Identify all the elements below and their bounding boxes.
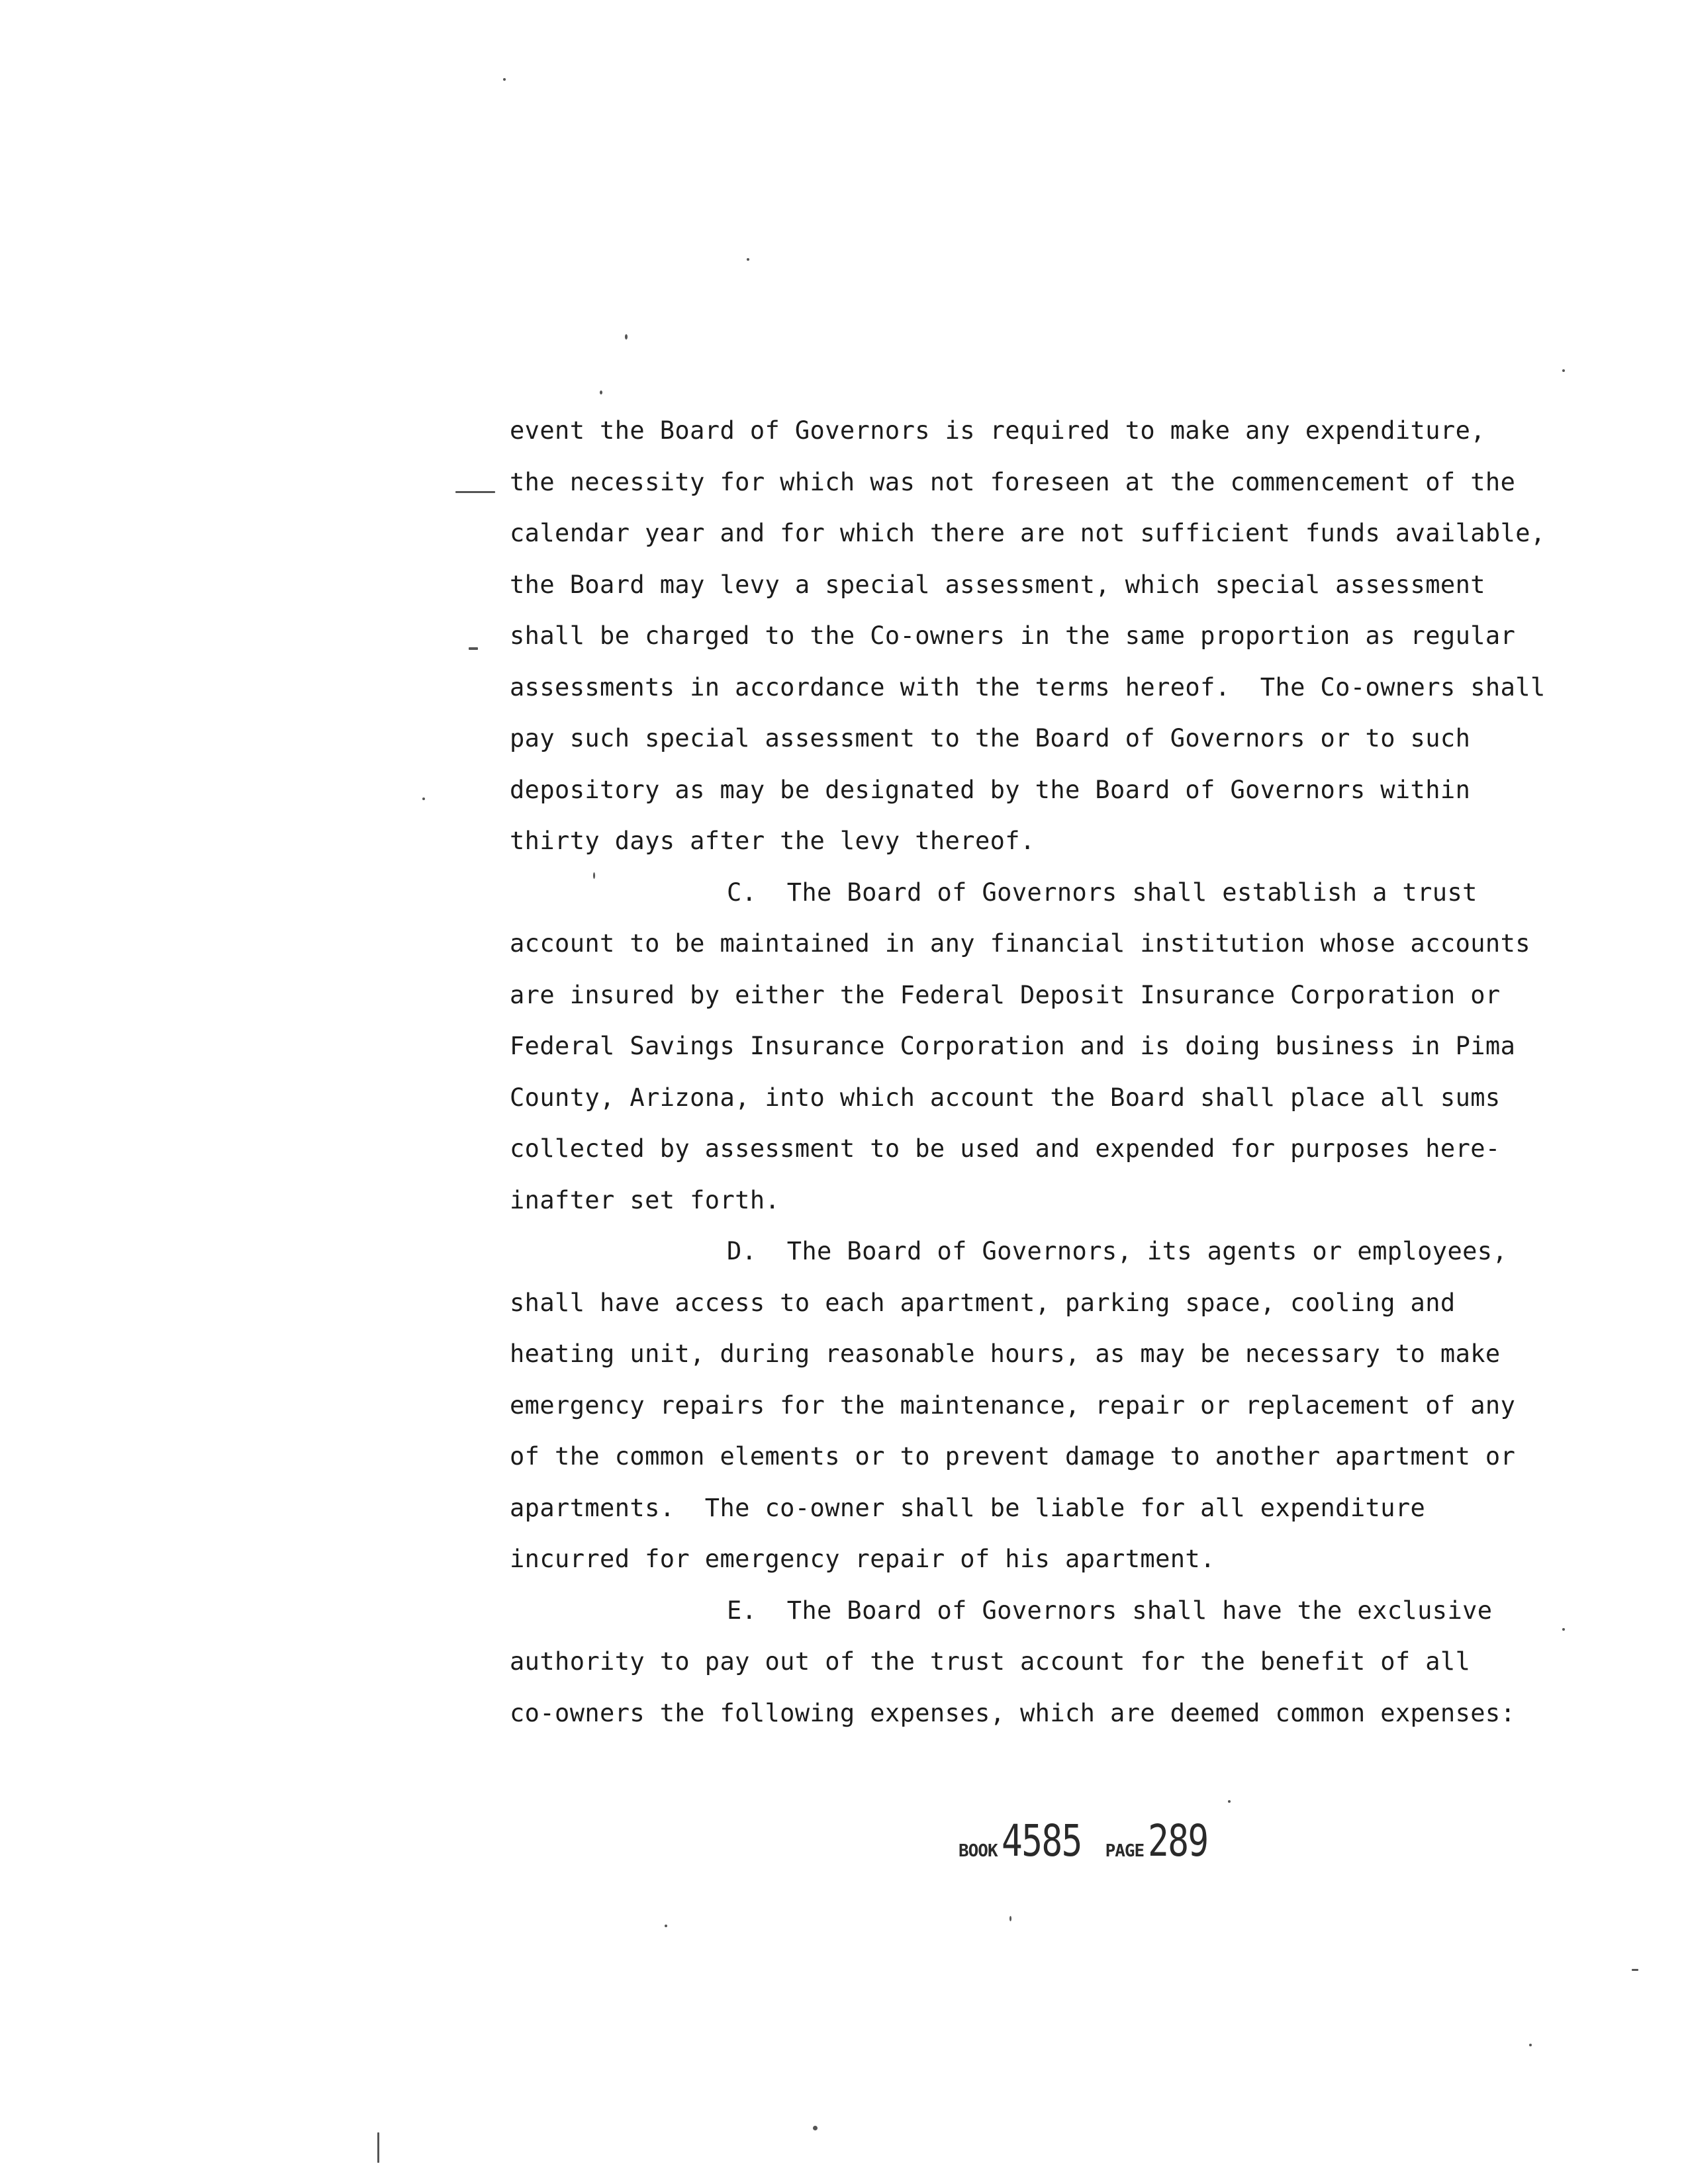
text-line: County, Arizona, into which account the Board shall place all sums xyxy=(510,1083,1501,1112)
text-line: shall have access to each apartment, parking space, cooling and xyxy=(510,1288,1456,1317)
scan-speck xyxy=(1562,1628,1565,1631)
scan-speck xyxy=(1009,1916,1011,1921)
text-line: collected by assessment to be used and expended for purposes here- xyxy=(510,1134,1501,1163)
scan-speck xyxy=(600,390,602,394)
scan-speck xyxy=(377,2132,379,2163)
text-line: inafter set forth. xyxy=(510,1185,780,1214)
text-line: shall be charged to the Co-owners in the same proportion as regular xyxy=(510,621,1516,650)
text-line: heating unit, during reasonable hours, as may be necessary to make xyxy=(510,1340,1501,1368)
text-line: authority to pay out of the trust account for the benefit of all xyxy=(510,1647,1471,1676)
text-line: emergency repairs for the maintenance, repair or replacement of any xyxy=(510,1390,1516,1420)
document-body xyxy=(510,405,1595,1739)
text-line: apartments. The co-owner shall be liable for all expenditure xyxy=(510,1493,1426,1522)
text-line: co-owners the following expenses, which are deemed common expenses: xyxy=(510,1698,1516,1727)
scan-speck xyxy=(422,797,425,800)
book-page-stamp xyxy=(959,1813,1237,1866)
book-number: 4585 xyxy=(1001,1815,1082,1866)
paragraph-c-heading: C. The Board of Governors shall establish a trust xyxy=(727,878,1477,907)
scan-speck xyxy=(455,491,495,493)
scan-speck xyxy=(625,334,628,340)
scan-speck xyxy=(665,1925,667,1927)
scan-speck xyxy=(1632,1969,1638,1971)
text-line: event the Board of Governors is required to make any expenditure, xyxy=(510,416,1485,445)
scan-speck xyxy=(469,647,478,650)
text-line: depository as may be designated by the Board of Governors within xyxy=(510,775,1471,804)
text-line: thirty days after the levy thereof. xyxy=(510,827,1035,855)
paragraph-d-heading: D. The Board of Governors, its agents or employees, xyxy=(727,1237,1508,1265)
book-label: BOOK xyxy=(959,1841,998,1861)
paragraph-e-heading: E. The Board of Governors shall have the exclusive xyxy=(727,1596,1493,1625)
text-line: assessments in accordance with the terms hereof. The Co-owners shall xyxy=(510,672,1546,702)
text-line: calendar year and for which there are not sufficient funds available, xyxy=(510,519,1546,547)
scan-speck xyxy=(1529,2044,1532,2046)
scan-speck xyxy=(1228,1800,1231,1803)
text-line: of the common elements or to prevent damage to another apartment or xyxy=(510,1442,1516,1471)
text-line: pay such special assessment to the Board of Governors or to such xyxy=(510,724,1471,752)
text-line: incurred for emergency repair of his apartment. xyxy=(510,1545,1215,1573)
text-line: account to be maintained in any financial institution whose accounts xyxy=(510,929,1530,958)
scan-speck xyxy=(747,258,749,261)
text-line: the necessity for which was not foreseen at the commencement of the xyxy=(510,467,1516,496)
scan-speck xyxy=(813,2126,818,2130)
text-line: are insured by either the Federal Deposit Insurance Corporation or xyxy=(510,980,1501,1009)
scan-speck xyxy=(503,78,506,81)
scan-speck xyxy=(593,872,595,879)
scan-speck xyxy=(1562,369,1565,372)
text-line: Federal Savings Insurance Corporation and is doing business in Pima xyxy=(510,1032,1516,1060)
page-label: PAGE xyxy=(1105,1841,1145,1861)
text-line: the Board may levy a special assessment, which special assessment xyxy=(510,570,1485,599)
page-number: 289 xyxy=(1148,1815,1208,1866)
